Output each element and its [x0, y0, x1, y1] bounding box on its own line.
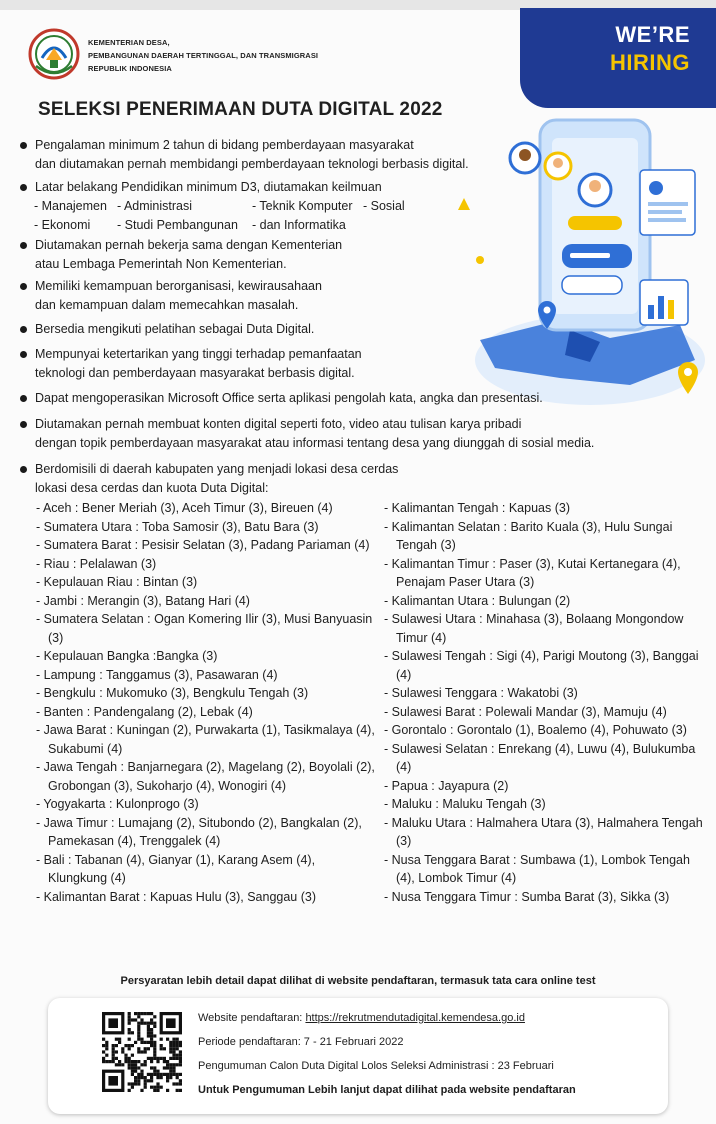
organization-name: [88, 36, 318, 75]
requirement-domicile: [20, 460, 398, 498]
location-item: - Sulawesi Barat : Polewali Mandar (3), Mamuju (4): [384, 704, 667, 719]
location-item: - Nusa Tenggara Timur : Sumba Barat (3), Sikka (3): [384, 889, 670, 904]
location-item: - Kepulauan Riau : Bintan (3): [36, 575, 198, 589]
hiring-banner: [520, 8, 716, 108]
digital-illustration-icon: [440, 110, 710, 430]
page-title: SELEKSI PENERIMAAN DUTA DIGITAL 2022: [38, 99, 443, 120]
requirement-text: dengan topik pemberdayaan masyarakat atau informasi tentang desa yang diunggah di sosial media.: [35, 436, 595, 450]
hiring-line-2: HIRING: [610, 50, 690, 75]
hiring-line-1: WE’RE: [615, 22, 690, 47]
bullet-dot: [20, 326, 27, 333]
registration-info-box: [48, 998, 668, 1114]
bullet-dot: [20, 421, 27, 428]
requirement-text: Diutamakan pernah membuat konten digital seperti foto, video atau tulisan karya pribadi: [35, 417, 522, 431]
requirement-digital-content: [20, 415, 594, 453]
bullet-dot: [20, 351, 27, 358]
field-social: - Sosial: [363, 199, 405, 213]
org-line-2: PEMBANGUNAN DAERAH TERTINGGAL, DAN TRANSMIGRASI: [88, 51, 319, 60]
announcement-date: Pengumuman Calon Duta Digital Lolos Seleksi Administrasi : 23 Februari: [198, 1060, 554, 1072]
bullet-dot: [20, 142, 27, 149]
location-item: - Banten : Pandengalang (2), Lebak (4): [36, 704, 253, 719]
location-item: - Aceh : Bener Meriah (3), Aceh Timur (3), Bireuen (4): [36, 501, 333, 515]
registration-period: Periode pendaftaran: 7 - 21 Februari 2022: [198, 1036, 404, 1048]
qr-code-icon[interactable]: [102, 1012, 182, 1092]
location-item: - Bali : Tabanan (4), Gianyar (1), Karang Asem (4), Klungkung (4): [36, 852, 316, 885]
requirement-text: lokasi desa cerdas dan kuota Duta Digital:: [35, 481, 269, 495]
field-administration: - Administrasi: [117, 199, 193, 213]
requirement-text: Pengalaman minimum 2 tahun di bidang pemberdayaan masyarakat: [35, 138, 414, 152]
location-item: - Sumatera Barat : Pesisir Selatan (3), Padang Pariaman (4): [36, 538, 370, 552]
location-item: - Kalimantan Tengah : Kapuas (3): [384, 501, 570, 515]
location-item: - Lampung : Tanggamus (3), Pasawaran (4): [36, 667, 278, 682]
location-item: - Jawa Barat : Kuningan (2), Purwakarta (1), Tasikmalaya (4), Sukabumi (4): [36, 723, 375, 756]
requirement-text: Latar belakang Pendidikan minimum D3, diutamakan keilmuan: [35, 180, 382, 194]
location-item: - Jawa Tengah : Banjarnegara (2), Magelang (2), Boyolali (2), Grobongan (3), Sukoharjo (4), Wonogiri (4): [36, 760, 375, 793]
location-list-left: [36, 499, 376, 906]
requirement-text: Memiliki kemampuan berorganisasi, kewirausahaan: [35, 279, 322, 293]
location-item: - Yogyakarta : Kulonprogo (3): [36, 797, 199, 811]
requirement-text: dan diutamakan pernah membidangi pemberdayaan teknologi berbasis digital.: [35, 157, 469, 171]
location-item: - Nusa Tenggara Barat : Sumbawa (1), Lombok Tengah (4), Lombok Timur (4): [384, 852, 690, 885]
org-line-3: REPUBLIK INDONESIA: [88, 64, 172, 73]
website-link[interactable]: https://rekrutmendutadigital.kemendesa.go.id: [305, 1012, 525, 1024]
location-item: - Kalimantan Selatan : Barito Kuala (3), Hulu Sungai Tengah (3): [384, 519, 673, 552]
location-item: - Riau : Pelalawan (3): [36, 556, 157, 571]
further-announcement: Untuk Pengumuman Lebih lanjut dapat dilihat pada website pendaftaran: [198, 1084, 576, 1096]
location-item: - Kepulauan Bangka :Bangka (3): [36, 649, 218, 663]
requirement-text: Berdomisili di daerah kabupaten yang menjadi lokasi desa cerdas: [35, 462, 399, 476]
location-item: - Kalimantan Barat : Kapuas Hulu (3), Sanggau (3): [36, 889, 317, 904]
location-item: - Sumatera Utara : Toba Samosir (3), Batu Bara (3): [36, 519, 319, 534]
field-informatics: - dan Informatika: [252, 218, 346, 232]
location-list-right: [384, 499, 704, 906]
location-item: - Sulawesi Selatan : Enrekang (4), Luwu (4), Bulukumba (4): [384, 741, 696, 774]
bullet-dot: [20, 466, 27, 473]
requirement-government-cooperation: [20, 236, 342, 274]
location-item: - Sulawesi Tengah : Sigi (4), Parigi Moutong (3), Banggai (4): [384, 649, 699, 682]
footer-note: Persyaratan lebih detail dapat dilihat di website pendaftaran, termasuk tata cara online test: [120, 975, 596, 987]
location-item: - Sulawesi Tenggara : Wakatobi (3): [384, 686, 578, 700]
location-item: - Gorontalo : Gorontalo (1), Boalemo (4), Pohuwato (3): [384, 723, 687, 737]
ministry-logo-icon: [28, 26, 80, 82]
location-item: - Sulawesi Utara : Minahasa (3), Bolaang Mongondow Timur (4): [384, 612, 684, 645]
field-development-studies: - Studi Pembangunan: [117, 218, 238, 232]
location-item: - Maluku : Maluku Tengah (3): [384, 797, 546, 811]
bullet-dot: [20, 184, 27, 191]
requirement-text: Mempunyai ketertarikan yang tinggi terhadap pemanfaatan: [35, 347, 362, 361]
location-item: - Sumatera Selatan : Ogan Komering Ilir (3), Musi Banyuasin (3): [36, 612, 373, 645]
requirement-text: Diutamakan pernah bekerja sama dengan Kementerian: [35, 238, 343, 252]
requirement-education: [20, 178, 382, 197]
field-computer-engineering: - Teknik Komputer: [252, 199, 353, 213]
requirement-text: dan kemampuan dalam memecahkan masalah.: [35, 298, 299, 312]
requirement-experience: [20, 136, 469, 174]
location-item: - Kalimantan Utara : Bulungan (2): [384, 593, 571, 608]
location-item: - Maluku Utara : Halmahera Utara (3), Halmahera Tengah (3): [384, 815, 703, 848]
requirement-text: atau Lembaga Pemerintah Non Kementerian.: [35, 257, 287, 271]
location-item: - Jambi : Merangin (3), Batang Hari (4): [36, 593, 250, 608]
field-economics: - Ekonomi: [34, 218, 91, 232]
field-management: - Manajemen: [34, 199, 107, 213]
location-item: - Jawa Timur : Lumajang (2), Situbondo (2), Bangkalan (2), Pamekasan (4), Trenggalek (4): [36, 815, 362, 848]
requirement-organization-skills: [20, 277, 322, 315]
requirement-office-skills: [20, 389, 543, 408]
requirement-text: teknologi dan pemberdayaan masyarakat berbasis digital.: [35, 366, 355, 380]
location-item: - Bengkulu : Mukomuko (3), Bengkulu Tengah (3): [36, 686, 309, 700]
requirement-interest: [20, 345, 362, 383]
org-line-1: KEMENTERIAN DESA,: [88, 38, 170, 47]
location-item: - Kalimantan Timur : Paser (3), Kutai Kertanegara (4), Penajam Paser Utara (3): [384, 556, 681, 589]
requirement-training: [20, 320, 314, 339]
bullet-dot: [20, 395, 27, 402]
bullet-dot: [20, 242, 27, 249]
website-label: Website pendaftaran:: [198, 1012, 303, 1024]
location-item: - Papua : Jayapura (2): [384, 778, 509, 793]
requirement-text: Dapat mengoperasikan Microsoft Office serta aplikasi pengolah kata, angka dan presentasi.: [35, 391, 543, 405]
requirement-text: Bersedia mengikuti pelatihan sebagai Duta Digital.: [35, 322, 315, 336]
website-line: [198, 1012, 525, 1024]
bullet-dot: [20, 283, 27, 290]
